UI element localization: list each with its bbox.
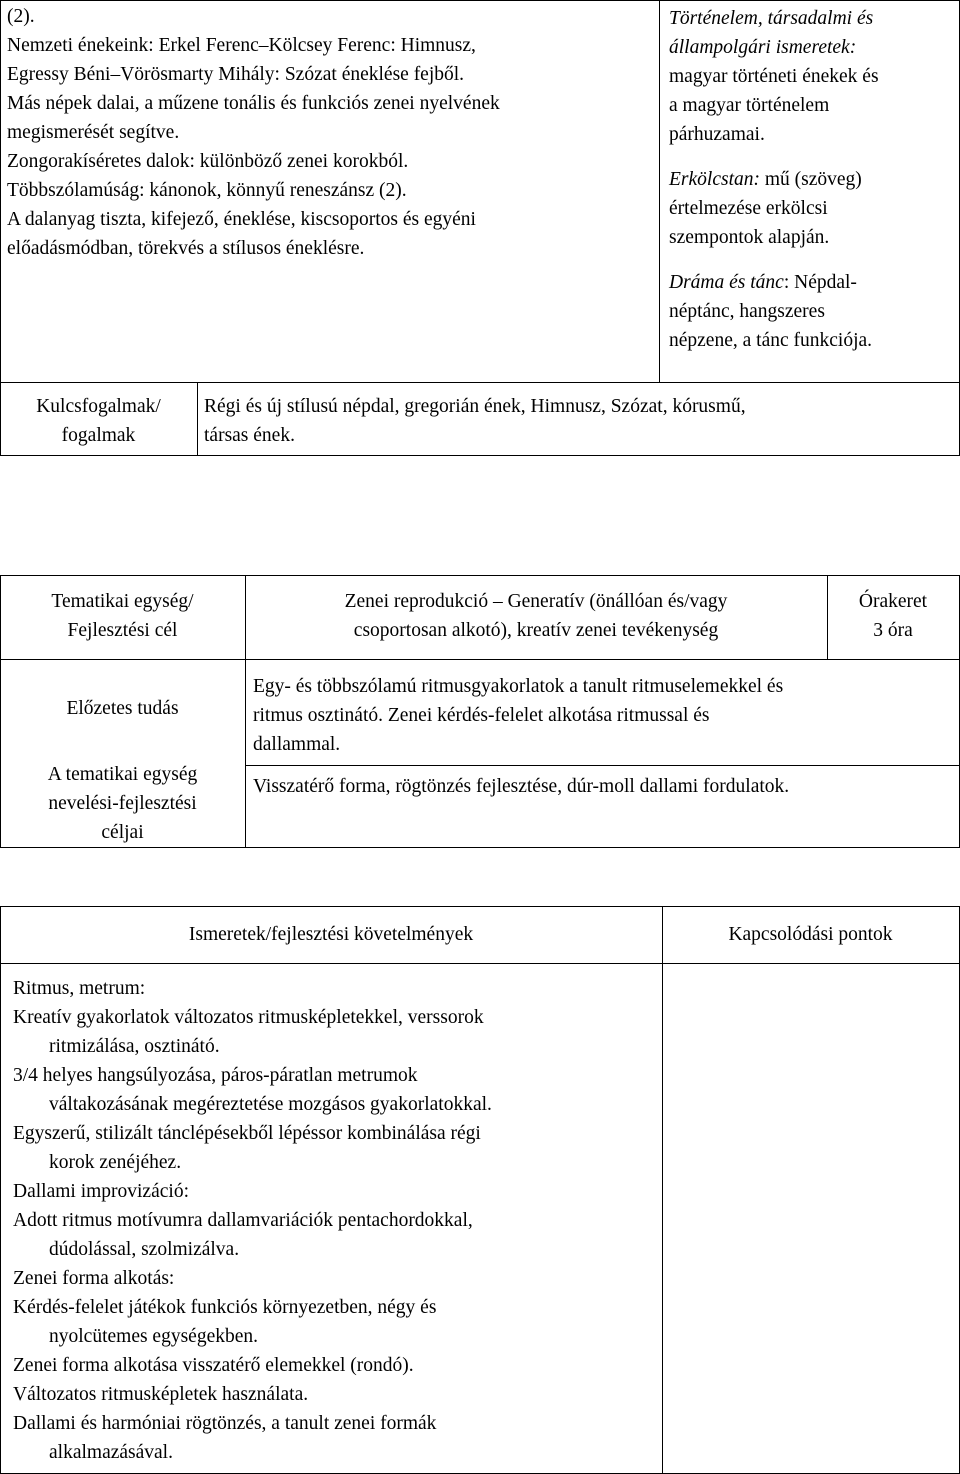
content-cell [7,2,657,263]
requirement-line: Zenei forma alkotása visszatérő elemekkel (rondó). [13,1355,414,1376]
goals-label-line: nevelési-fejlesztési [48,793,197,814]
requirement-line: Egyszerű, stilizált tánclépésekből lépéssor kombinálása régi [13,1123,481,1144]
prior-knowledge-line: ritmus osztinátó. Zenei kérdés-felelet alkotása ritmussal és [253,705,710,726]
goals-text [253,772,959,801]
key-concepts-line: társas ének. [204,425,295,446]
requirement-line: Változatos ritmusképletek használata. [13,1384,309,1405]
key-concepts-text [204,392,959,450]
requirement-line: Zenei forma alkotás: [13,1268,175,1289]
connection-text: : Népdal- [783,272,857,293]
requirement-line: nyolcütemes egységekben. [49,1326,259,1347]
content-line: Egressy Béni–Vörösmarty Mihály: Szózat éneklése fejből. [7,64,465,85]
requirement-line: Adott ritmus motívumra dallamvariációk pentachordokkal, [13,1210,473,1231]
connection-text: népzene, a tánc funkciója. [669,330,873,351]
connection-text: mű (szöveg) [759,169,862,190]
key-concepts-label [0,392,197,450]
connection-text: a magyar történelem [669,95,830,116]
content-line: Többszólamúság: kánonok, könnyű reneszánsz (2). [7,180,407,201]
key-concepts-label-line: fogalmak [61,425,136,446]
content-line: előadásmódban, törekvés a stílusos éneklésre. [7,238,365,259]
prior-knowledge-label [0,694,245,723]
goals-label-line: céljai [101,822,144,843]
hours-label: Órakeret [858,591,928,612]
requirement-line: alkalmazásával. [49,1442,173,1463]
content-line: A dalanyag tiszta, kifejező, éneklése, kiscsoportos és egyéni [7,209,476,230]
requirements-header-text: Ismeretek/fejlesztési követelmények [188,924,474,945]
connection-text: értelmezése erkölcsi [669,198,828,219]
connection-text: párhuzamai. [669,124,765,145]
goals-label [0,760,245,847]
prior-knowledge-label-text: Előzetes tudás [66,698,179,719]
unit-title-line: Zenei reprodukció – Generatív (önállóan és/vagy [344,591,728,612]
connection-drama [669,268,959,297]
content-line: Nemzeti énekeink: Erkel Ferenc–Kölcsey Ferenc: Himnusz, [7,35,476,56]
connection-subject-history: Történelem, társadalmi és [669,8,874,29]
hours-cell [827,587,959,645]
requirement-line: 3/4 helyes hangsúlyozása, páros-páratlan metrumok [13,1065,418,1086]
content-line: Más népek dalai, a műzene tonális és funkciós zenei nyelvének [7,93,500,114]
goals-line: Visszatérő forma, rögtönzés fejlesztése, dúr-moll dallami fordulatok. [253,776,790,797]
connection-text: szempontok alapján. [669,227,830,248]
requirements-list [13,974,658,1467]
connection-ethics [669,165,959,194]
key-concepts-label-line: Kulcsfogalmak/ [36,396,161,417]
requirement-line: Kreatív gyakorlatok változatos ritmusképletekkel, verssorok [13,1007,484,1028]
connection-text: néptánc, hangszeres [669,301,825,322]
requirement-line: ritmizálása, osztinátó. [49,1036,220,1057]
content-line: (2). [7,6,35,27]
unit-title [245,587,827,645]
requirement-line: dúdolással, szolmizálva. [49,1239,240,1260]
requirement-line: Dallami improvizáció: [13,1181,189,1202]
prior-knowledge-line: Egy- és többszólamú ritmusgyakorlatok a tanult ritmuselemekkel és [253,676,784,697]
requirement-line: váltakozásának megéreztetése mozgásos gyakorlatokkal. [49,1094,492,1115]
connection-subject-ethics: Erkölcstan: [669,169,760,190]
connection-subject-drama: Dráma és tánc [669,272,784,293]
prior-knowledge-line: dallammal. [253,734,341,755]
content-line: Zongorakíséretes dalok: különböző zenei korokból. [7,151,409,172]
connection-subject-history-2: állampolgári ismeretek: [669,37,857,58]
connections-cell [669,4,959,355]
unit-label [0,587,245,645]
goals-label-line: A tematikai egység [47,764,198,785]
connections-header [662,920,959,949]
prior-knowledge-text [253,672,959,759]
requirements-header [0,920,662,949]
content-line: megismerését segítve. [7,122,180,143]
requirement-line: Dallami és harmóniai rögtönzés, a tanult zenei formák [13,1413,437,1434]
hours-value: 3 óra [873,620,913,641]
unit-title-line: csoportosan alkotó), kreatív zenei tevékenység [353,620,719,641]
key-concepts-line: Régi és új stílusú népdal, gregorián ének, Himnusz, Szózat, kórusmű, [204,396,746,417]
requirement-line: Kérdés-felelet játékok funkciós környezetben, négy és [13,1297,437,1318]
connection-text: magyar történeti énekek és [669,66,879,87]
requirement-line: Ritmus, metrum: [13,978,146,999]
requirement-line: korok zenéjéhez. [49,1152,182,1173]
connections-header-text: Kapcsolódási pontok [728,924,893,945]
unit-label-line: Tematikai egység/ [51,591,194,612]
unit-label-line: Fejlesztési cél [67,620,178,641]
